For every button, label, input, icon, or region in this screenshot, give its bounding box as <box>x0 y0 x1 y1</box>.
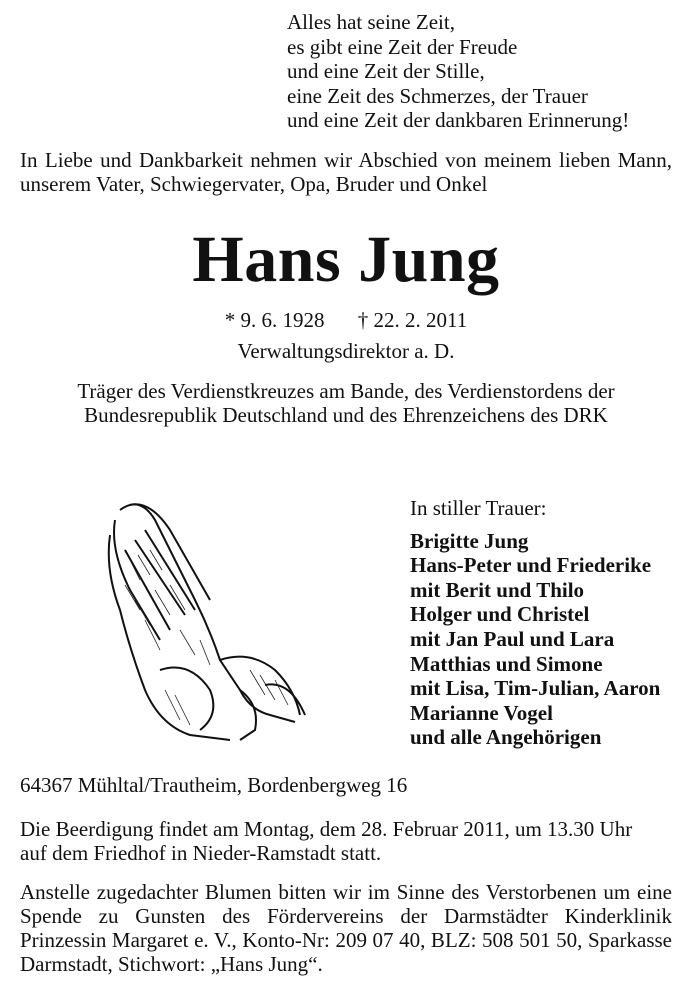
funeral-info <box>20 817 672 865</box>
mourner: Brigitte Jung <box>410 528 529 553</box>
poem-line: Alles hat seine Zeit, <box>287 10 455 34</box>
poem-line: und eine Zeit der dankbaren Erinnerung! <box>287 108 630 132</box>
mourner: Matthias und Simone <box>410 651 603 676</box>
praying-hands-icon <box>100 490 310 745</box>
mourner: mit Jan Paul und Lara <box>410 626 615 651</box>
donation-info: Anstelle zugedachter Blumen bitten wir im Sinne des Verstorbenen um eine Spende zu Gunsten des Fördervereins der Darmstädter Kinderklinik Prinzessin Margaret e. V., Konto-Nr: 209 07 40, BLZ: 508 501 50, Sparkasse Darmstadt, Stichwort: „Hans Jung“. <box>20 880 672 976</box>
mourner: mit Berit und Thilo <box>410 577 585 602</box>
funeral-line: Die Beerdigung findet am Montag, dem 28. Februar 2011, um 13.30 Uhr <box>20 817 633 841</box>
honors <box>0 379 692 427</box>
job-title: Verwaltungsdirektor a. D. <box>237 339 455 363</box>
honors-line: Träger des Verdienstkreuzes am Bande, des Verdienstordens der <box>77 379 615 403</box>
intro-text: In Liebe und Dankbarkeit nehmen wir Abschied von meinem lieben Mann, unserem Vater, Schwiegervater, Opa, Bruder und Onkel <box>20 148 672 196</box>
poem <box>287 10 629 133</box>
honors-line: Bundesrepublik Deutschland und des Ehrenzeichens des DRK <box>84 403 608 427</box>
poem-line: und eine Zeit der Stille, <box>287 59 485 83</box>
poem-line: es gibt eine Zeit der Freude <box>287 34 518 59</box>
mourner: Holger und Christel <box>410 602 590 627</box>
mourner: mit Lisa, Tim-Julian, Aaron <box>410 676 661 701</box>
death-date: † 22. 2. 2011 <box>357 308 468 332</box>
mourners-heading: In stiller Trauer: <box>410 496 547 520</box>
mourners-list <box>410 496 660 750</box>
mourner: und alle Angehörigen <box>410 725 602 750</box>
mourner: Hans-Peter und Friederike <box>410 553 652 578</box>
deceased-name: Hans Jung <box>192 223 500 296</box>
poem-line: eine Zeit des Schmerzes, der Trauer <box>287 83 588 108</box>
address: 64367 Mühltal/Trautheim, Bordenbergweg 16 <box>20 773 408 797</box>
mourner: Marianne Vogel <box>410 700 553 725</box>
life-dates <box>0 307 692 333</box>
birth-date: * 9. 6. 1928 <box>224 308 325 332</box>
funeral-line: auf dem Friedhof in Nieder-Ramstadt statt. <box>20 841 382 865</box>
